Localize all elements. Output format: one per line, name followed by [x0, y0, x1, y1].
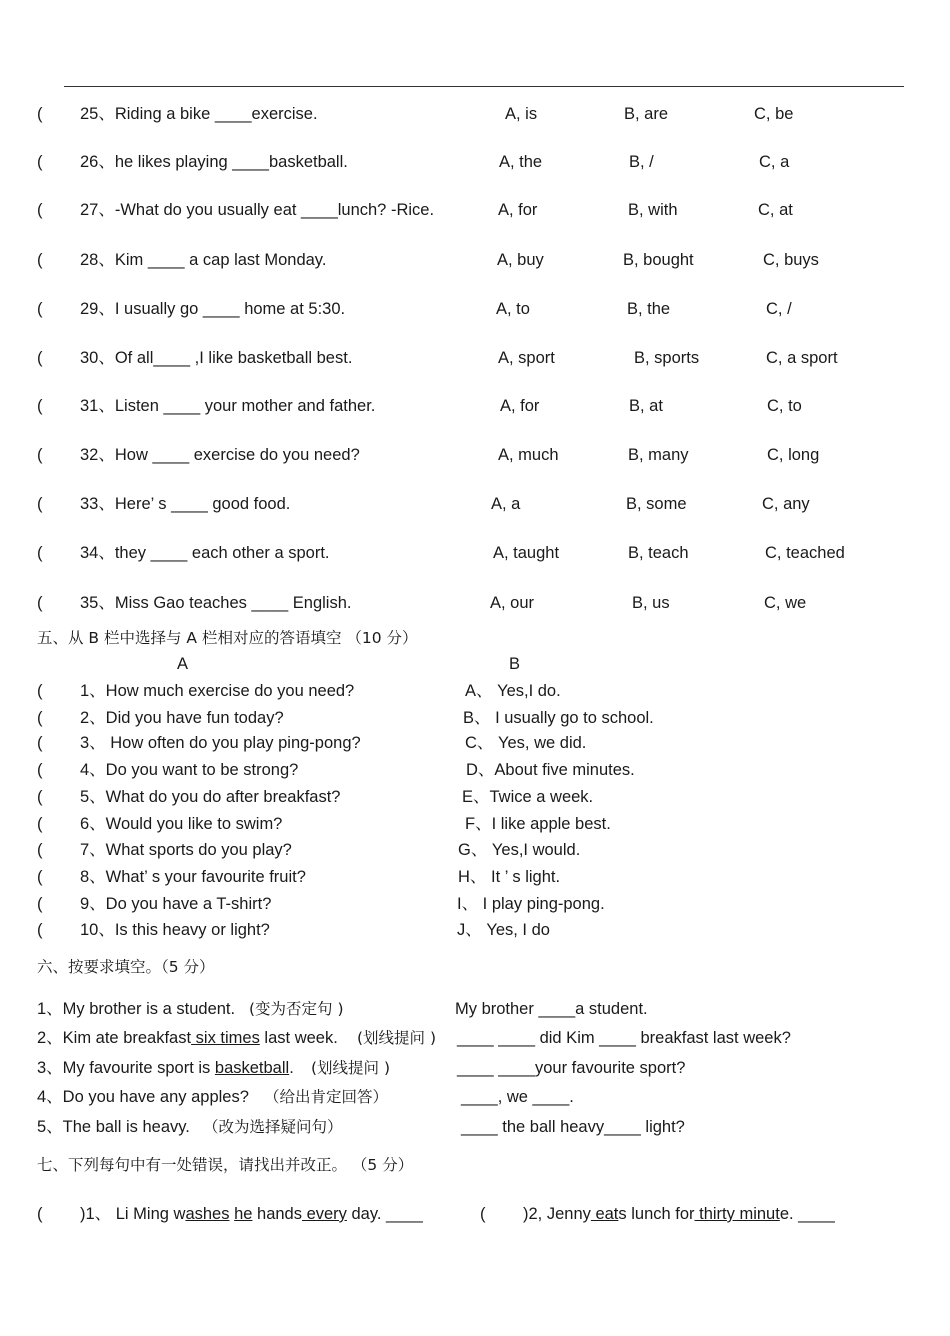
- answer-option: A、 Yes,I do.: [465, 682, 561, 700]
- option-a: A, a: [491, 495, 521, 513]
- rewrite-row: [0, 1086, 950, 1108]
- answer-blank-open: (: [37, 682, 43, 700]
- error-item-1: )1、 Li Ming washes he hands every day. ____: [80, 1205, 423, 1223]
- instruction-hint: (划线提问 ): [311, 1059, 391, 1077]
- section5-column-headers: [0, 653, 950, 675]
- question-row: [0, 249, 950, 271]
- option-a: A, for: [500, 397, 540, 415]
- answer-blank-open: (: [480, 1205, 486, 1223]
- rewrite-sentence: 1、My brother is a student.: [37, 1000, 236, 1018]
- answer-blank-open: (: [37, 1205, 43, 1223]
- answer-template: ____ the ball heavy____ light?: [461, 1118, 685, 1136]
- matching-row: [0, 813, 950, 835]
- answer-template: ____ ____your favourite sport?: [457, 1059, 686, 1077]
- option-a: A, the: [499, 153, 543, 171]
- answer-option: I、 I play ping-pong.: [457, 895, 605, 913]
- question-row: [0, 444, 950, 466]
- question-text: 7、What sports do you play?: [80, 841, 292, 859]
- option-c: C, teached: [765, 544, 845, 562]
- answer-blank-open: (: [37, 734, 43, 752]
- answer-blank-open: (: [37, 868, 43, 886]
- answer-option: C、 Yes, we did.: [465, 734, 587, 752]
- option-b: B, us: [632, 594, 670, 612]
- question-row: [0, 493, 950, 515]
- option-c: C, long: [767, 446, 820, 464]
- option-b: B, /: [629, 153, 654, 171]
- option-c: C, a sport: [766, 349, 838, 367]
- option-a: A, to: [496, 300, 530, 318]
- answer-blank-open: (: [37, 397, 43, 415]
- option-c: C, we: [764, 594, 807, 612]
- answer-blank-open: (: [37, 921, 43, 939]
- option-a: A, is: [505, 105, 538, 123]
- question-text: 2、Did you have fun today?: [80, 709, 284, 727]
- answer-blank-open: (: [37, 788, 43, 806]
- matching-row: [0, 707, 950, 729]
- option-c: C, buys: [763, 251, 819, 269]
- answer-blank-open: (: [37, 153, 43, 171]
- rewrite-row: [0, 1116, 950, 1138]
- answer-template: ____, we ____.: [461, 1088, 574, 1106]
- option-a: A, much: [498, 446, 559, 464]
- question-row: [0, 592, 950, 614]
- question-text: 25、Riding a bike ____exercise.: [80, 105, 318, 123]
- question-text: 9、Do you have a T-shirt?: [80, 895, 272, 913]
- option-a: A, buy: [497, 251, 544, 269]
- question-text: 26、he likes playing ____basketball.: [80, 153, 348, 171]
- option-b: B, are: [624, 105, 669, 123]
- instruction-hint: (变为否定句 ): [249, 1000, 344, 1018]
- rewrite-row: [0, 1057, 950, 1079]
- error-item-2: )2, Jenny eats lunch for thirty minute. ____: [523, 1205, 835, 1223]
- answer-blank-open: (: [37, 105, 43, 123]
- rewrite-row: [0, 1027, 950, 1049]
- rewrite-row: [0, 998, 950, 1020]
- question-row: [0, 103, 950, 125]
- answer-blank-open: (: [37, 201, 43, 219]
- answer-option: B、 I usually go to school.: [463, 709, 654, 727]
- question-text: 4、Do you want to be strong?: [80, 761, 299, 779]
- answer-blank-open: (: [37, 761, 43, 779]
- answer-blank-open: (: [37, 300, 43, 318]
- answer-blank-open: (: [37, 895, 43, 913]
- question-text: 1、How much exercise do you need?: [80, 682, 355, 700]
- question-text: 35、Miss Gao teaches ____ English.: [80, 594, 352, 612]
- matching-row: [0, 839, 950, 861]
- question-text: 8、What’ s your favourite fruit?: [80, 868, 306, 886]
- question-text: 5、What do you do after breakfast?: [80, 788, 341, 806]
- option-c: C, be: [754, 105, 794, 123]
- option-c: C, any: [762, 495, 810, 513]
- matching-row: [0, 919, 950, 941]
- section5-title: 五、从 B 栏中选择与 A 栏相对应的答语填空 （10 分）: [37, 629, 418, 647]
- answer-blank-open: (: [37, 815, 43, 833]
- rewrite-sentence: 5、The ball is heavy.: [37, 1118, 190, 1136]
- answer-option: E、Twice a week.: [462, 788, 594, 806]
- answer-option: D、About five minutes.: [466, 761, 635, 779]
- question-text: 31、Listen ____ your mother and father.: [80, 397, 376, 415]
- section7-title: 七、下列每句中有一处错误，请找出并改正。 （5 分）: [37, 1156, 414, 1174]
- question-row: [0, 542, 950, 564]
- column-a-header: A: [177, 655, 189, 673]
- matching-row: [0, 786, 950, 808]
- option-b: B, some: [626, 495, 687, 513]
- column-b-header: B: [509, 655, 521, 673]
- option-b: B, teach: [628, 544, 689, 562]
- section7-row: [0, 1203, 950, 1225]
- question-text: 30、Of all____ ,I like basketball best.: [80, 349, 353, 367]
- option-b: B, many: [628, 446, 689, 464]
- answer-template: ____ ____ did Kim ____ breakfast last week?: [457, 1029, 791, 1047]
- option-c: C, a: [759, 153, 790, 171]
- option-b: B, with: [628, 201, 678, 219]
- option-c: C, /: [766, 300, 792, 318]
- question-text: 29、I usually go ____ home at 5:30.: [80, 300, 346, 318]
- answer-blank-open: (: [37, 495, 43, 513]
- question-text: 27、-What do you usually eat ____lunch? -Rice.: [80, 201, 435, 219]
- option-b: B, at: [629, 397, 663, 415]
- answer-blank-open: (: [37, 841, 43, 859]
- rewrite-sentence: 2、Kim ate breakfast six times last week.: [37, 1029, 338, 1047]
- question-text: 10、Is this heavy or light?: [80, 921, 270, 939]
- instruction-hint: (划线提问 ): [357, 1029, 437, 1047]
- rewrite-sentence: 3、My favourite sport is basketball.: [37, 1059, 294, 1077]
- question-text: 6、Would you like to swim?: [80, 815, 283, 833]
- instruction-hint: （改为选择疑问句）: [203, 1118, 343, 1136]
- question-text: 3、 How often do you play ping-pong?: [80, 734, 361, 752]
- question-row: [0, 347, 950, 369]
- question-row: [0, 298, 950, 320]
- option-a: A, sport: [498, 349, 555, 367]
- answer-option: G、 Yes,I would.: [458, 841, 581, 859]
- answer-blank-open: (: [37, 349, 43, 367]
- answer-blank-open: (: [37, 251, 43, 269]
- matching-row: [0, 680, 950, 702]
- option-b: B, bought: [623, 251, 694, 269]
- question-row: [0, 199, 950, 221]
- instruction-hint: （给出肯定回答）: [264, 1088, 389, 1106]
- question-text: 34、they ____ each other a sport.: [80, 544, 330, 562]
- answer-blank-open: (: [37, 594, 43, 612]
- answer-blank-open: (: [37, 446, 43, 464]
- question-text: 28、Kim ____ a cap last Monday.: [80, 251, 327, 269]
- option-c: C, at: [758, 201, 793, 219]
- header-rule: [64, 86, 904, 87]
- matching-row: [0, 893, 950, 915]
- answer-option: H、 It ’ s light.: [458, 868, 561, 886]
- answer-template: My brother ____a student.: [455, 1000, 648, 1018]
- answer-blank-open: (: [37, 709, 43, 727]
- option-a: A, our: [490, 594, 535, 612]
- answer-blank-open: (: [37, 544, 43, 562]
- rewrite-sentence: 4、Do you have any apples?: [37, 1088, 249, 1106]
- option-c: C, to: [767, 397, 802, 415]
- question-text: 32、How ____ exercise do you need?: [80, 446, 360, 464]
- answer-option: J、 Yes, I do: [457, 921, 550, 939]
- matching-row: [0, 866, 950, 888]
- section6-title: 六、按要求填空。（5 分）: [37, 958, 215, 976]
- matching-row: [0, 732, 950, 754]
- question-text: 33、Here’ s ____ good food.: [80, 495, 291, 513]
- option-b: B, sports: [634, 349, 700, 367]
- question-row: [0, 395, 950, 417]
- option-a: A, for: [498, 201, 538, 219]
- option-b: B, the: [627, 300, 671, 318]
- matching-row: [0, 759, 950, 781]
- question-row: [0, 151, 950, 173]
- option-a: A, taught: [493, 544, 560, 562]
- answer-option: F、I like apple best.: [465, 815, 611, 833]
